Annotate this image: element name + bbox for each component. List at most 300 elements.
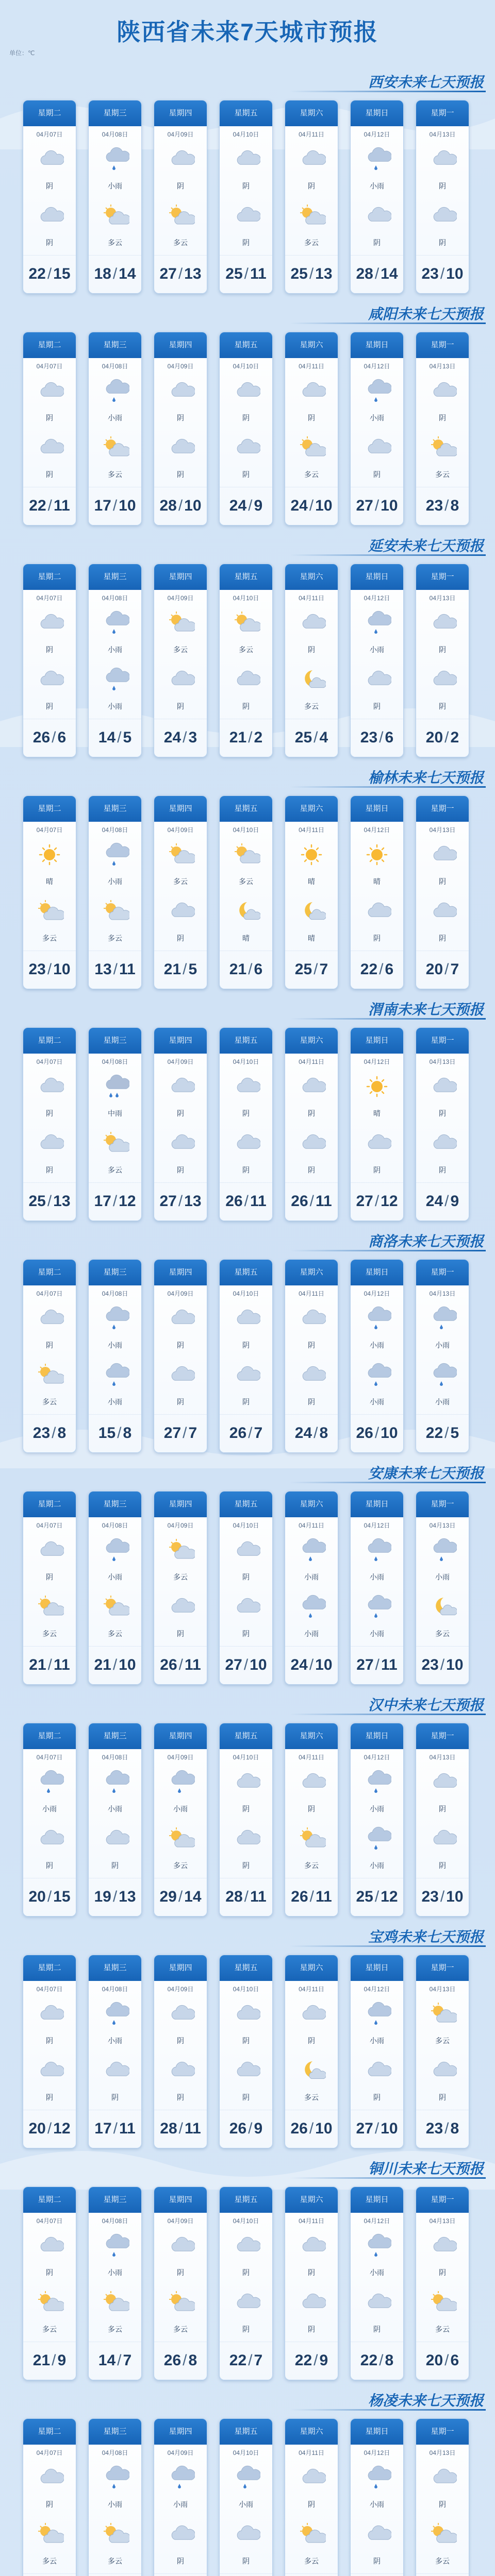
high-temp: 25 — [28, 1193, 46, 1210]
weekday-label: 星期四 — [154, 796, 207, 822]
cloudy-icon — [154, 666, 207, 695]
forecast-day-card — [88, 332, 142, 526]
night-weather-label: 阴 — [242, 1630, 250, 1638]
night-weather-label: 小雨 — [108, 702, 122, 710]
day-weather-label: 晴 — [373, 1109, 381, 1117]
day-weather — [220, 378, 272, 431]
cloudy-icon — [416, 146, 469, 175]
low-temp: 9 — [254, 497, 263, 514]
temp-separator: / — [248, 497, 253, 514]
night-weather — [416, 1130, 469, 1183]
temperature-range — [416, 1182, 469, 1221]
forecast-day-card — [285, 1027, 338, 1221]
weekday-label: 星期四 — [154, 1260, 207, 1285]
light-rain-icon — [351, 1825, 403, 1854]
cloudy-icon — [220, 146, 272, 175]
low-temp: 12 — [119, 1193, 136, 1210]
date-label: 04月13日 — [429, 2449, 456, 2456]
temperature-range — [154, 951, 207, 989]
night-weather-label: 阴 — [308, 1398, 315, 1406]
low-temp: 6 — [57, 729, 67, 746]
day-weather-label: 小雨 — [108, 182, 122, 190]
night-weather-label: 阴 — [373, 702, 381, 710]
night-weather-label: 阴 — [46, 2093, 53, 2102]
day-weather-label: 多云 — [173, 1573, 188, 1581]
sunny-icon — [351, 841, 403, 870]
high-temp: 21 — [229, 961, 247, 978]
night-weather-label: 阴 — [242, 2093, 250, 2102]
night-weather — [220, 1362, 272, 1415]
night-weather — [154, 202, 207, 256]
night-weather-label: 多云 — [108, 1166, 122, 1174]
day-weather-label: 阴 — [177, 1341, 184, 1349]
night-weather — [351, 1130, 403, 1183]
low-temp: 7 — [450, 961, 459, 978]
low-temp: 12 — [53, 2120, 71, 2137]
city-title: 西安未来七天预报 — [368, 74, 484, 90]
high-temp: 22 — [28, 265, 46, 282]
day-weather-label: 小雨 — [108, 2500, 122, 2509]
day-weather-label: 小雨 — [370, 646, 384, 654]
low-temp: 15 — [53, 265, 71, 282]
night-weather-label: 阴 — [439, 1166, 446, 1174]
day-weather-label: 小雨 — [370, 2037, 384, 2045]
temp-separator: / — [444, 2352, 449, 2369]
cloudy-icon — [220, 2232, 272, 2261]
light-rain-icon — [89, 1362, 141, 1391]
temp-separator: / — [178, 1193, 183, 1210]
night-weather — [23, 434, 76, 488]
date-label: 04月12日 — [364, 826, 390, 834]
city-section — [0, 535, 495, 767]
date-label: 04月12日 — [364, 1522, 390, 1529]
temperature-range — [220, 2110, 272, 2148]
night-weather — [89, 1362, 141, 1415]
cloudy-icon — [23, 2232, 76, 2261]
low-temp: 15 — [53, 1888, 71, 1905]
date-label: 04月13日 — [429, 1290, 456, 1297]
forecast-day-card — [23, 1723, 76, 1917]
forecast-day-card — [416, 2418, 469, 2576]
forecast-day-card — [350, 1723, 404, 1917]
date-label: 04月07日 — [36, 2217, 63, 2225]
day-weather — [154, 1073, 207, 1127]
date-label: 04月08日 — [102, 826, 128, 834]
low-temp: 6 — [385, 961, 394, 978]
weekday-label: 星期五 — [220, 100, 272, 126]
weekday-label: 星期一 — [416, 796, 469, 822]
cloudy-icon — [416, 1825, 469, 1854]
night-weather — [351, 898, 403, 952]
city-title-underline — [290, 91, 486, 92]
city-title: 榆林未来七天预报 — [368, 770, 484, 786]
night-weather — [23, 1362, 76, 1415]
low-temp: 4 — [319, 729, 328, 746]
temp-separator: / — [374, 2120, 380, 2137]
low-temp: 9 — [450, 1193, 459, 1210]
cloudy-icon — [23, 2001, 76, 2029]
date-label: 04月12日 — [364, 1290, 390, 1297]
moderate-rain-icon — [89, 1073, 141, 1102]
day-weather — [351, 2464, 403, 2518]
forecast-cards — [23, 332, 476, 526]
high-temp: 26 — [160, 1656, 177, 1673]
night-weather-label: 多云 — [435, 470, 450, 479]
temperature-range — [89, 1414, 141, 1452]
night-weather — [23, 898, 76, 952]
night-weather — [154, 1594, 207, 1647]
temp-separator: / — [248, 961, 253, 978]
day-weather-label: 阴 — [308, 182, 315, 190]
day-weather — [285, 146, 338, 199]
high-temp: 26 — [356, 1425, 373, 1442]
temperature-range — [285, 719, 338, 757]
night-weather — [154, 2057, 207, 2111]
weekday-label: 星期五 — [220, 2187, 272, 2213]
low-temp: 10 — [119, 497, 136, 514]
light-rain-icon — [89, 2464, 141, 2493]
day-weather — [416, 2001, 469, 2054]
day-weather — [23, 1537, 76, 1590]
day-weather — [23, 146, 76, 199]
cloudy-icon — [154, 2521, 207, 2550]
weekday-label: 星期三 — [89, 1028, 141, 1054]
day-weather-label: 小雨 — [370, 1573, 384, 1581]
temp-separator: / — [244, 265, 249, 282]
day-weather-label: 小雨 — [370, 1341, 384, 1349]
day-weather — [285, 1073, 338, 1127]
date-label: 04月11日 — [299, 1986, 324, 1993]
day-weather-label: 阴 — [308, 1805, 315, 1813]
temp-separator: / — [244, 1888, 249, 1905]
high-temp: 23 — [425, 2120, 443, 2137]
cloudy-icon — [416, 2232, 469, 2261]
date-label: 04月13日 — [429, 826, 456, 834]
night-weather-label: 阴 — [439, 934, 446, 942]
temperature-range — [351, 2342, 403, 2380]
temperature-range — [23, 951, 76, 989]
day-weather — [285, 2464, 338, 2518]
day-weather — [220, 1537, 272, 1590]
temp-separator: / — [379, 729, 384, 746]
night-weather-label: 阴 — [177, 934, 184, 942]
night-weather — [285, 666, 338, 720]
temperature-range — [154, 1878, 207, 1916]
temperature-range — [154, 1646, 207, 1684]
date-label: 04月13日 — [429, 131, 456, 138]
high-temp: 23 — [360, 729, 378, 746]
night-weather — [285, 1594, 338, 1647]
day-weather-label: 阴 — [439, 1109, 446, 1117]
forecast-day-card — [416, 564, 469, 757]
forecast-day-card — [154, 2187, 207, 2380]
day-weather-label: 阴 — [242, 182, 250, 190]
date-label: 04月12日 — [364, 2449, 390, 2456]
temperature-range — [220, 1646, 272, 1684]
forecast-cards — [23, 1491, 476, 1685]
temperature-range — [23, 2573, 76, 2576]
day-weather — [220, 1305, 272, 1359]
weekday-label: 星期二 — [23, 796, 76, 822]
city-title-underline — [290, 323, 486, 324]
city-title: 汉中未来七天预报 — [368, 1697, 484, 1713]
high-temp: 22 — [360, 2352, 378, 2369]
day-weather — [154, 2464, 207, 2518]
cloudy-icon — [416, 898, 469, 927]
forecast-day-card — [154, 332, 207, 526]
temperature-range — [23, 719, 76, 757]
day-weather-label: 阴 — [308, 414, 315, 422]
temp-separator: / — [117, 729, 122, 746]
date-label: 04月09日 — [167, 1754, 194, 1761]
night-weather-label: 阴 — [177, 1398, 184, 1406]
weekday-label: 星期二 — [23, 332, 76, 358]
night-weather — [89, 1130, 141, 1183]
day-weather — [351, 841, 403, 895]
weekday-label: 星期五 — [220, 1028, 272, 1054]
low-temp: 11 — [119, 961, 136, 978]
weekday-label: 星期三 — [89, 332, 141, 358]
date-label: 04月07日 — [36, 826, 63, 834]
low-temp: 10 — [315, 1656, 333, 1673]
temperature-range — [351, 1182, 403, 1221]
night-weather — [220, 898, 272, 952]
light-rain-icon — [89, 2232, 141, 2261]
night-weather-label: 阴 — [242, 1166, 250, 1174]
temperature-range — [220, 2573, 272, 2576]
night-weather — [351, 1594, 403, 1647]
high-temp: 24 — [290, 1656, 308, 1673]
low-temp: 10 — [119, 1656, 136, 1673]
temperature-range — [23, 1878, 76, 1916]
forecast-day-card — [219, 564, 273, 757]
night-weather — [154, 1130, 207, 1183]
temperature-range — [89, 719, 141, 757]
light-rain-icon — [89, 1537, 141, 1566]
low-temp: 2 — [450, 729, 459, 746]
cloudy-icon — [285, 1769, 338, 1798]
date-label: 04月09日 — [167, 1986, 194, 1993]
weekday-label: 星期四 — [154, 1492, 207, 1517]
low-temp: 13 — [315, 265, 333, 282]
day-weather — [220, 146, 272, 199]
day-weather-label: 多云 — [239, 877, 253, 886]
cloudy-icon — [416, 378, 469, 406]
partly-cloudy-icon — [285, 202, 338, 231]
date-label: 04月08日 — [102, 1058, 128, 1065]
high-temp: 27 — [163, 1425, 182, 1442]
cloudy-icon — [220, 202, 272, 231]
day-weather-label: 阴 — [439, 414, 446, 422]
forecast-day-card — [350, 1027, 404, 1221]
temperature-range — [285, 2342, 338, 2380]
forecast-day-card — [416, 1027, 469, 1221]
forecast-day-card — [88, 795, 142, 989]
day-weather — [154, 609, 207, 663]
weekday-label: 星期五 — [220, 1260, 272, 1285]
clear-night-icon — [285, 2057, 338, 2086]
high-temp: 21 — [229, 729, 247, 746]
day-weather-label: 阴 — [46, 646, 53, 654]
high-temp: 28 — [159, 497, 177, 514]
temp-separator: / — [309, 1193, 314, 1210]
low-temp: 5 — [188, 961, 197, 978]
date-label: 04月09日 — [167, 595, 194, 602]
date-label: 04月13日 — [429, 2217, 456, 2225]
date-label: 04月09日 — [167, 131, 194, 138]
low-temp: 10 — [446, 1656, 464, 1673]
low-temp: 6 — [450, 2352, 459, 2369]
temp-separator: / — [112, 1656, 118, 1673]
night-weather — [285, 1130, 338, 1183]
light-rain-icon — [351, 2001, 403, 2029]
city-section — [0, 1694, 495, 1926]
temp-separator: / — [314, 2352, 318, 2369]
partly-cloudy-icon — [220, 841, 272, 870]
night-weather — [416, 1362, 469, 1415]
night-weather — [416, 1594, 469, 1647]
day-weather — [89, 2232, 141, 2286]
low-temp: 13 — [184, 1193, 202, 1210]
low-temp: 10 — [315, 497, 333, 514]
temp-separator: / — [113, 961, 118, 978]
cloudy-icon — [154, 378, 207, 406]
light-rain-icon — [89, 609, 141, 638]
day-weather — [154, 2232, 207, 2286]
temp-separator: / — [52, 729, 56, 746]
temp-separator: / — [178, 1656, 183, 1673]
light-rain-icon — [351, 1769, 403, 1798]
high-temp: 18 — [94, 265, 111, 282]
light-rain-icon — [351, 1305, 403, 1334]
high-temp: 24 — [425, 1193, 443, 1210]
low-temp: 10 — [315, 2120, 333, 2137]
date-label: 04月09日 — [167, 363, 194, 370]
low-temp: 2 — [254, 729, 263, 746]
high-temp: 26 — [229, 1425, 247, 1442]
weekday-label: 星期三 — [89, 1723, 141, 1749]
light-rain-icon — [416, 1305, 469, 1334]
cloudy-icon — [23, 146, 76, 175]
day-weather — [220, 1769, 272, 1822]
temp-separator: / — [374, 1425, 380, 1442]
night-weather — [154, 898, 207, 952]
temp-separator: / — [314, 961, 318, 978]
weekday-label: 星期四 — [154, 2187, 207, 2213]
low-temp: 10 — [446, 265, 464, 282]
cloudy-icon — [23, 666, 76, 695]
forecast-day-card — [416, 1955, 469, 2148]
city-title-underline — [290, 1482, 486, 1483]
date-label: 04月08日 — [102, 1290, 128, 1297]
low-temp: 11 — [381, 1656, 398, 1673]
day-weather — [23, 1073, 76, 1127]
temp-separator: / — [444, 2120, 449, 2137]
forecast-day-card — [23, 1491, 76, 1685]
low-temp: 7 — [254, 2352, 263, 2369]
night-weather-label: 阴 — [111, 2093, 119, 2102]
cloudy-icon — [220, 1073, 272, 1102]
forecast-day-card — [285, 2187, 338, 2380]
forecast-day-card — [88, 1955, 142, 2148]
night-weather — [23, 1825, 76, 1879]
date-label: 04月08日 — [102, 2217, 128, 2225]
temp-separator: / — [47, 2120, 52, 2137]
temp-separator: / — [440, 265, 445, 282]
high-temp: 20 — [28, 1888, 46, 1905]
weekday-label: 星期六 — [285, 1260, 338, 1285]
partly-cloudy-icon — [220, 609, 272, 638]
weekday-label: 星期六 — [285, 564, 338, 590]
city-title-underline — [290, 1018, 486, 1020]
night-weather-label: 阴 — [242, 702, 250, 710]
weekday-label: 星期六 — [285, 796, 338, 822]
day-weather-label: 小雨 — [108, 1573, 122, 1581]
forecast-day-card — [154, 1723, 207, 1917]
weekday-label: 星期一 — [416, 2419, 469, 2445]
day-weather — [416, 2232, 469, 2286]
light-rain-icon — [89, 1305, 141, 1334]
date-label: 04月10日 — [233, 1522, 259, 1529]
low-temp: 11 — [316, 1193, 332, 1210]
day-weather — [416, 609, 469, 663]
light-rain-icon — [154, 1769, 207, 1798]
forecast-day-card — [416, 332, 469, 526]
forecast-day-card — [285, 2418, 338, 2576]
day-weather — [89, 1073, 141, 1127]
night-weather — [351, 2057, 403, 2111]
high-temp: 23 — [32, 1425, 51, 1442]
night-weather — [416, 1825, 469, 1879]
cloudy-icon — [285, 2289, 338, 2318]
day-weather — [416, 1073, 469, 1127]
cloudy-icon — [154, 1305, 207, 1334]
date-label: 04月11日 — [299, 363, 324, 370]
cloudy-icon — [154, 1073, 207, 1102]
night-weather-label: 阴 — [439, 2093, 446, 2102]
forecast-day-card — [219, 100, 273, 294]
forecast-day-card — [350, 332, 404, 526]
day-weather — [220, 609, 272, 663]
temp-separator: / — [375, 1656, 380, 1673]
day-weather — [220, 2464, 272, 2518]
forecast-day-card — [350, 795, 404, 989]
low-temp: 7 — [254, 1425, 263, 1442]
day-weather-label: 阴 — [439, 877, 446, 886]
day-weather — [23, 1769, 76, 1822]
temp-separator: / — [112, 1193, 118, 1210]
day-weather-label: 小雨 — [370, 1805, 384, 1813]
forecast-day-card — [23, 2418, 76, 2576]
cloudy-icon — [23, 378, 76, 406]
weekday-label: 星期五 — [220, 1492, 272, 1517]
temperature-range — [351, 2573, 403, 2576]
night-weather-label: 阴 — [46, 1166, 53, 1174]
weekday-label: 星期日 — [351, 2419, 403, 2445]
low-temp: 6 — [254, 961, 263, 978]
forecast-day-card — [88, 1027, 142, 1221]
day-weather-label: 小雨 — [304, 1573, 319, 1581]
cloudy-icon — [285, 146, 338, 175]
night-weather — [23, 2521, 76, 2574]
cloudy-icon — [351, 2289, 403, 2318]
day-weather-label: 多云 — [173, 646, 188, 654]
day-weather — [351, 378, 403, 431]
weekday-label: 星期一 — [416, 1955, 469, 1981]
night-weather-label: 阴 — [177, 1166, 184, 1174]
temp-separator: / — [379, 961, 384, 978]
city-title-underline — [290, 554, 486, 556]
